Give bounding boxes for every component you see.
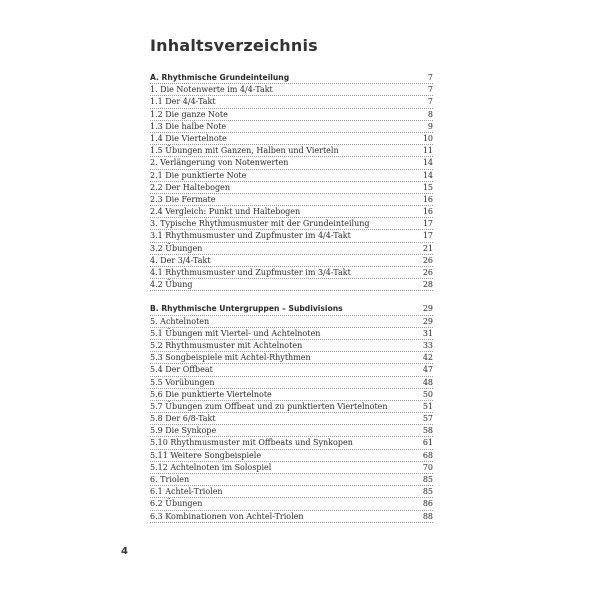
toc-entry: [150, 316, 433, 328]
toc-entry-label: 6.3 Kombinationen von Achtel-Triolen: [150, 511, 304, 521]
toc-entry-label: 5.2 Rhythmusmuster mit Achtelnoten: [150, 340, 303, 350]
toc-entry-label: 5.1 Übungen mit Viertel- und Achtelnoten: [150, 328, 321, 338]
toc-entry-page: 33: [422, 340, 433, 350]
toc-entry-label: 5.8 Der 6/8-Takt: [150, 414, 216, 424]
toc-entry-label: 6. Triolen: [150, 475, 190, 484]
toc-entry-label: 3. Typische Rhythmusmuster mit der Grundeinteilung: [150, 219, 370, 229]
toc-entry-page: 7: [427, 97, 433, 107]
toc-entry-label: 5.5 Vorübungen: [150, 377, 215, 387]
toc-entry-page: 26: [422, 255, 433, 265]
toc-entry: [150, 194, 433, 206]
toc-entry: [150, 109, 433, 121]
toc-entry: [150, 328, 433, 340]
table-of-contents: [150, 72, 433, 535]
toc-entry: [150, 84, 433, 96]
toc-entry: [150, 230, 433, 242]
toc-entry-page: 9: [427, 121, 433, 131]
toc-entry: [150, 498, 433, 510]
toc-entry-label: 4.1 Rhythmusmuster und Zupfmuster im 3/4-Takt: [150, 268, 351, 277]
toc-entry-page: 7: [427, 73, 433, 82]
page-number: 4: [121, 546, 128, 557]
toc-entry-page: 16: [422, 194, 433, 204]
toc-entry: [150, 450, 433, 462]
toc-entry: [150, 437, 433, 449]
toc-entry-page: 88: [422, 511, 433, 521]
toc-entry-label: A. Rhythmische Grundeinteilung: [150, 73, 290, 82]
toc-entry-page: 16: [422, 207, 433, 217]
toc-entry-page: 14: [422, 158, 433, 168]
toc-entry-page: 26: [422, 268, 433, 277]
toc-entry-page: 61: [422, 438, 433, 448]
toc-entry: [150, 364, 433, 376]
toc-entry: [150, 157, 433, 169]
toc-entry-label: 2.3 Die Fermate: [150, 194, 216, 204]
toc-section: [150, 303, 433, 522]
toc-entry: [150, 206, 433, 218]
toc-entry-label: 5.6 Die punktierte Viertelnote: [150, 389, 272, 399]
toc-entry: [150, 462, 433, 474]
toc-entry-label: 1.2 Die ganze Note: [150, 109, 228, 119]
toc-entry-label: 4. Der 3/4-Takt: [150, 255, 211, 265]
toc-entry-page: 11: [422, 146, 433, 156]
toc-entry-page: 29: [422, 316, 433, 326]
toc-entry: [150, 340, 433, 352]
toc-entry-page: 47: [422, 365, 433, 375]
toc-entry-label: 2. Verlängerung von Notenwerten: [150, 158, 289, 168]
toc-entry-label: 5.12 Achtelnoten im Solospiel: [150, 462, 272, 472]
toc-entry-page: 10: [422, 133, 433, 143]
toc-entry: [150, 425, 433, 437]
toc-entry-label: 1.3 Die halbe Note: [150, 121, 227, 131]
toc-entry-page: 17: [422, 219, 433, 229]
toc-entry: [150, 243, 433, 255]
toc-entry-label: 1. Die Notenwerte im 4/4-Takt: [150, 85, 273, 95]
toc-entry-page: 8: [427, 109, 433, 119]
toc-entry: [150, 486, 433, 498]
toc-entry: [150, 511, 433, 523]
toc-entry: [150, 389, 433, 401]
toc-section-heading: [150, 303, 433, 315]
toc-entry-page: 14: [422, 170, 433, 180]
toc-entry: [150, 133, 433, 145]
toc-entry-page: 70: [422, 462, 433, 472]
toc-entry-page: 29: [422, 304, 433, 314]
toc-entry: [150, 218, 433, 230]
toc-entry-page: 42: [422, 353, 433, 363]
toc-entry: [150, 377, 433, 389]
toc-entry-label: 6.1 Achtel-Triolen: [150, 487, 223, 497]
toc-section-heading: [150, 72, 433, 84]
toc-entry-label: 5.7 Übungen zum Offbeat und zu punktierten Viertelnoten: [150, 401, 388, 411]
toc-section: [150, 72, 433, 291]
toc-entry: [150, 352, 433, 364]
toc-entry: [150, 474, 433, 486]
toc-entry-label: 2.1 Die punktierte Note: [150, 170, 247, 180]
toc-entry-label: 5.9 Die Synkope: [150, 426, 217, 436]
toc-entry: [150, 145, 433, 157]
toc-entry: [150, 121, 433, 133]
toc-entry-label: 1.5 Übungen mit Ganzen, Halben und Vierteln: [150, 146, 339, 156]
toc-entry-page: 7: [427, 85, 433, 95]
toc-entry-label: 5. Achtelnoten: [150, 316, 210, 326]
toc-entry-page: 15: [422, 182, 433, 192]
toc-entry: [150, 267, 433, 279]
toc-entry: [150, 413, 433, 425]
toc-entry-page: 51: [422, 401, 433, 411]
toc-entry-label: 4.2 Übung: [150, 280, 193, 290]
toc-entry-page: 85: [422, 475, 433, 484]
toc-entry-page: 31: [422, 328, 433, 338]
toc-entry-label: 2.4 Vergleich: Punkt und Haltebogen: [150, 207, 301, 217]
toc-entry-page: 86: [422, 499, 433, 509]
toc-entry-page: 57: [422, 414, 433, 424]
toc-entry: [150, 182, 433, 194]
toc-entry-label: 3.2 Übungen: [150, 243, 203, 253]
toc-entry-label: 3.1 Rhythmusmuster und Zupfmuster im 4/4-Takt: [150, 231, 351, 241]
toc-entry-label: 6.2 Übungen: [150, 499, 203, 509]
toc-entry-page: 58: [422, 426, 433, 436]
toc-entry-label: B. Rhythmische Untergruppen – Subdivisions: [150, 304, 343, 314]
toc-entry-label: 1.4 Die Viertelnote: [150, 133, 227, 143]
toc-entry-label: 5.10 Rhythmusmuster mit Offbeats und Synkopen: [150, 438, 353, 448]
toc-entry-label: 2.2 Der Haltebogen: [150, 182, 230, 192]
toc-entry-label: 5.11 Weitere Songbeispiele: [150, 450, 262, 460]
toc-entry-page: 17: [422, 231, 433, 241]
toc-entry: [150, 255, 433, 267]
toc-entry-page: 68: [422, 450, 433, 460]
toc-entry-label: 1.1 Der 4/4-Takt: [150, 97, 216, 107]
toc-entry: [150, 279, 433, 291]
toc-entry-page: 85: [422, 487, 433, 497]
toc-entry-page: 50: [422, 389, 433, 399]
toc-entry: [150, 401, 433, 413]
page-title: Inhaltsverzeichnis: [150, 36, 318, 55]
toc-entry-page: 28: [422, 280, 433, 290]
toc-entry: [150, 170, 433, 182]
toc-entry-label: 5.3 Songbeispiele mit Achtel-Rhythmen: [150, 353, 311, 363]
toc-entry-label: 5.4 Der Offbeat: [150, 365, 213, 375]
toc-entry-page: 21: [422, 243, 433, 253]
toc-entry: [150, 96, 433, 108]
toc-entry-page: 48: [422, 377, 433, 387]
